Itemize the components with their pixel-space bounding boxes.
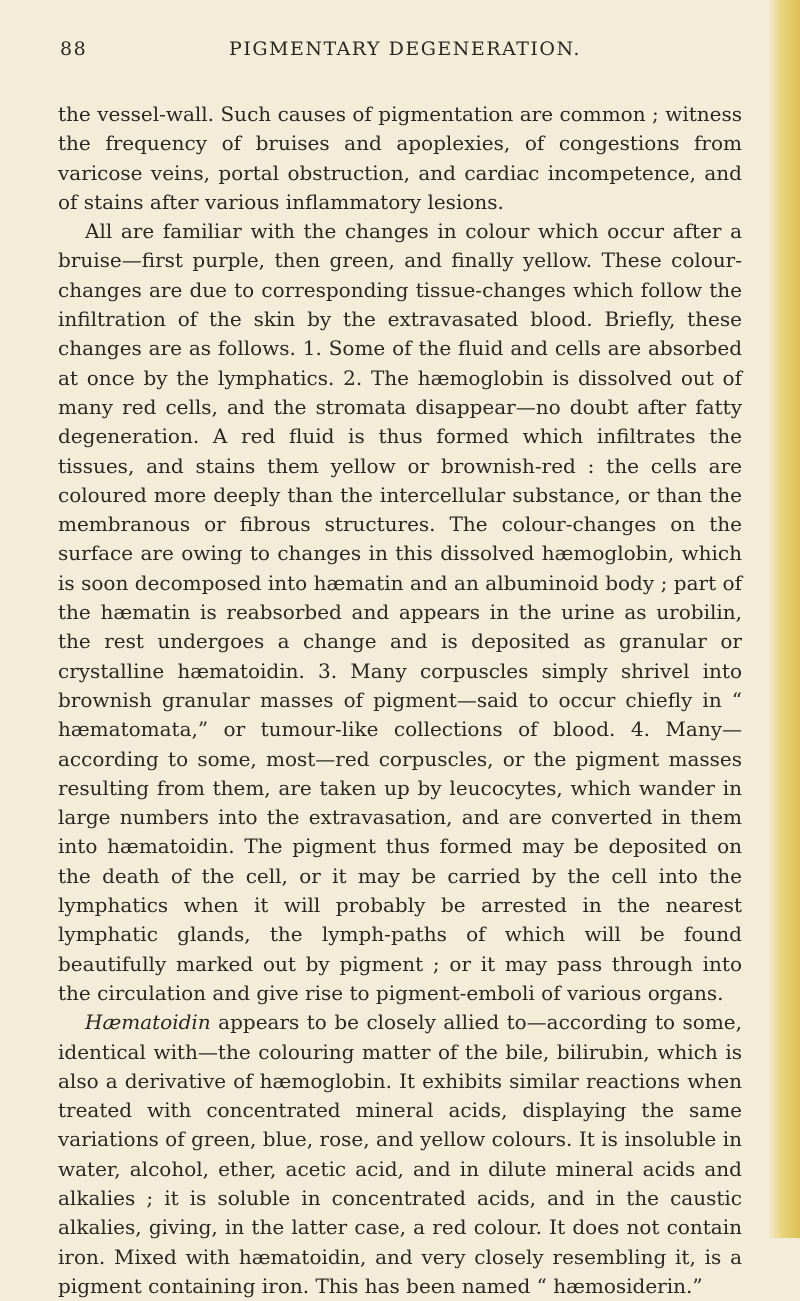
term-haematoidin: Hæmatoidin bbox=[85, 1010, 211, 1035]
page-number: 88 bbox=[60, 38, 88, 60]
paragraph-3 bbox=[58, 1008, 742, 1301]
paragraph-3-text: appears to be closely allied to—according to some, identical with—the colouring matter of the bile, bilirubin, which is also a derivative of hæmoglobin. It exhibits similar reactions when treated with concentrated mineral acids, displaying the same variations of green, blue, rose, and yellow colours. It is insoluble in water, alcohol, ether, acetic acid, and in dilute mineral acids and alkalies ; it is soluble in concentrated acids, and in the caustic alkalies, giving, in the latter case, a red colour. It does not contain iron. Mixed with hæmatoidin, and very closely resembling it, is a pigment containing iron. This has been named “ hæmosiderin.” bbox=[58, 1010, 742, 1298]
running-title: PIGMENTARY DEGENERATION. bbox=[229, 38, 581, 60]
paragraph-2: All are familiar with the changes in colour which occur after a bruise—first purple, then green, and finally yellow. These colour-changes are due to corresponding tissue-changes which follow the infiltration of the skin by the extravasated blood. Briefly, these changes are as follows. 1. Some of the fluid and cells are absorbed at once by the lymphatics. 2. The hæmoglobin is dissolved out of many red cells, and the stromata disappear—no doubt after fatty degeneration. A red fluid is thus formed which infiltrates the tissues, and stains them yellow or brownish-red : the cells are coloured more deeply than the intercellular substance, or than the membranous or fibrous structures. The colour-changes on the surface are owing to changes in this dissolved hæmoglobin, which is soon decomposed into hæmatin and an albuminoid body ; part of the hæmatin is reabsorbed and appears in the urine as urobilin, the rest undergoes a change and is deposited as granular or crystalline hæmatoidin. 3. Many corpuscles simply shrivel into brownish granular masses of pigment—said to occur chiefly in “ hæmatomata,” or tumour-like collections of blood. 4. Many—according to some, most—red corpuscles, or the pigment masses resulting from them, are taken up by leucocytes, which wander in large numbers into the extravasation, and are converted in them into hæmatoidin. The pigment thus formed may be deposited on the death of the cell, or it may be carried by the cell into the lymphatics when it will probably be arrested in the nearest lymphatic glands, the lymph-paths of which will be found beautifully marked out by pigment ; or it may pass through into the circulation and give rise to pigment-emboli of various organs. bbox=[58, 219, 742, 1005]
page-body bbox=[58, 100, 742, 1301]
paragraph-1: the vessel-wall. Such causes of pigmentation are common ; witness the frequency of bruises and apoplexies, of congestions from varicose veins, portal obstruction, and cardiac incompetence, and of stains after various inflammatory lesions. bbox=[58, 102, 742, 214]
page-edge-stain bbox=[768, 0, 800, 1238]
